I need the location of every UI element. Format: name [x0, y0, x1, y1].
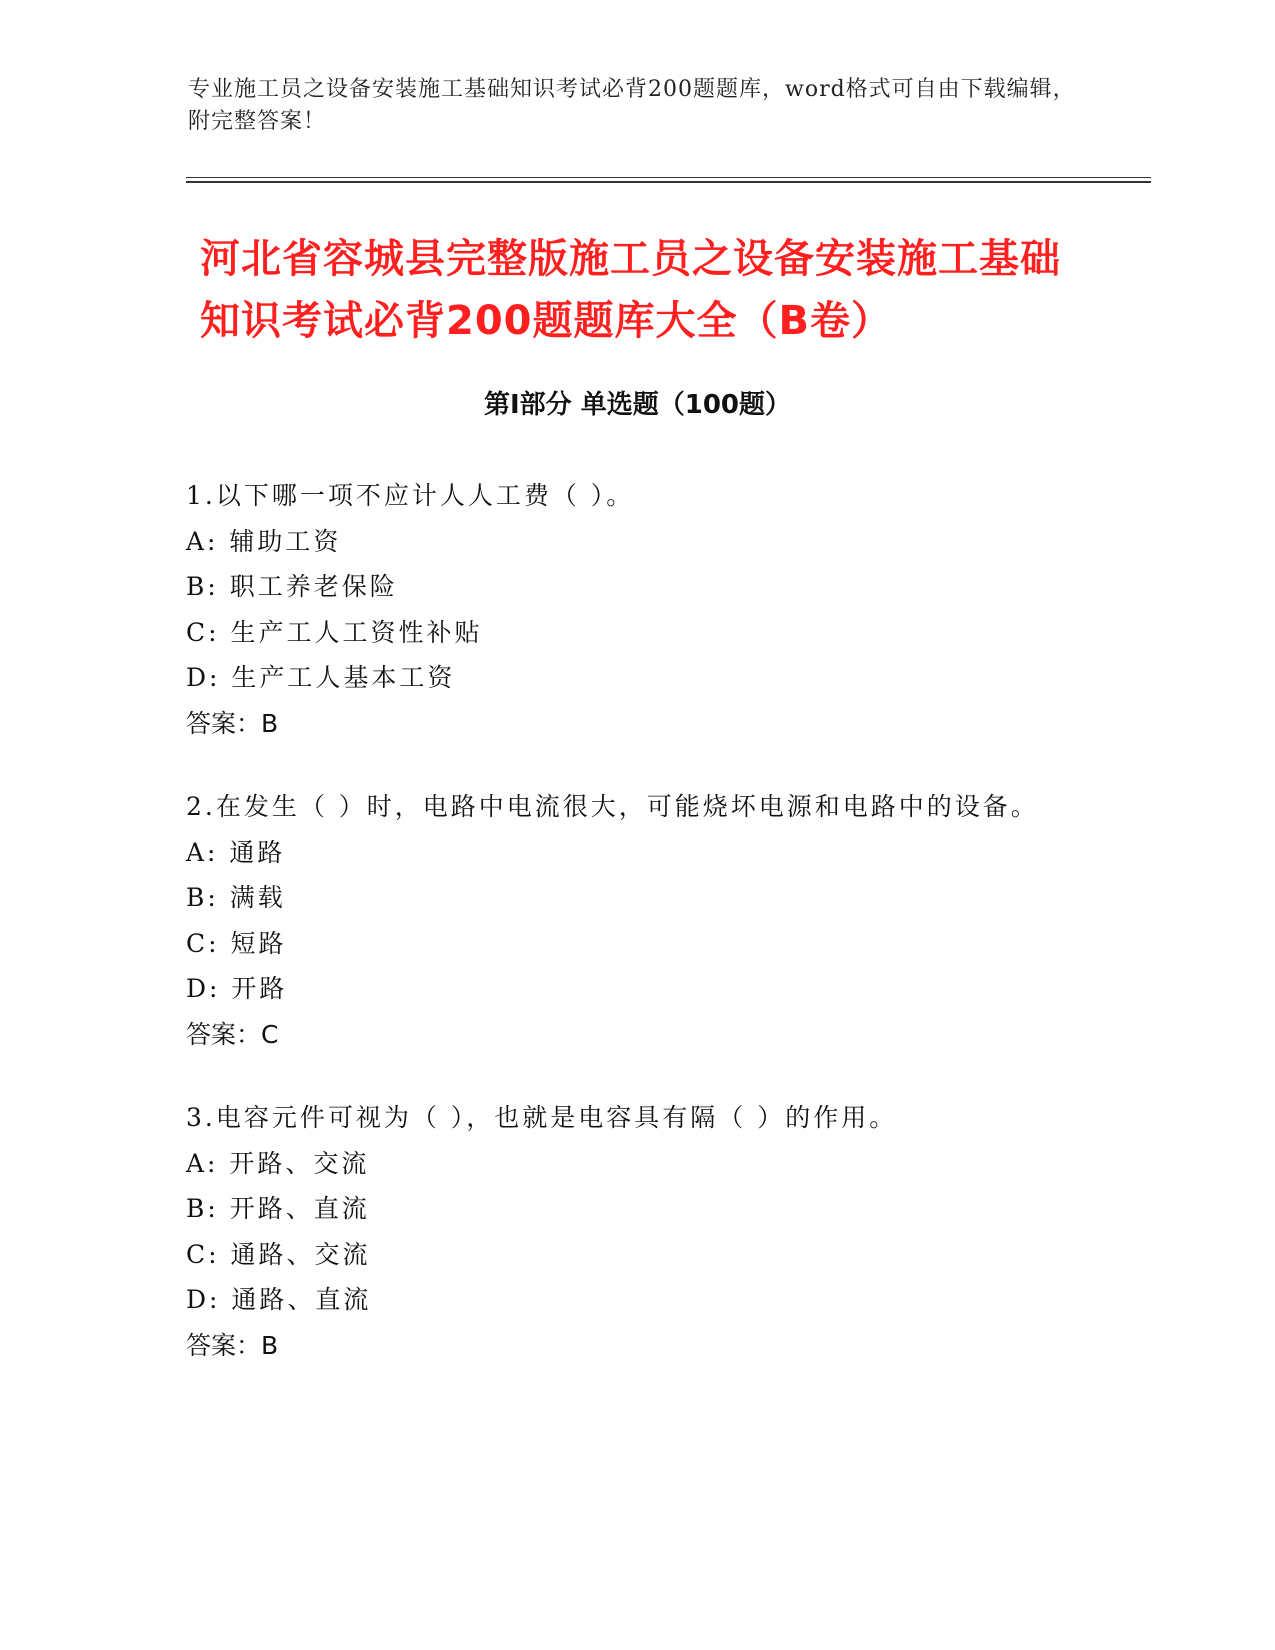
header-rule-thin [186, 177, 1151, 178]
question-list [186, 473, 1106, 1406]
question-1 [186, 473, 1106, 746]
option-c: C: 通路、交流 [186, 1239, 371, 1269]
question-3 [186, 1095, 1106, 1368]
option-d: D: 开路 [186, 974, 288, 1003]
question-2 [186, 784, 1106, 1057]
answer: 答案：B [186, 708, 279, 738]
option-c: C: 短路 [186, 928, 287, 958]
question-stem: 2.在发生（ ）时，电路中电流很大，可能烧坏电源和电路中的设备。 [186, 792, 1039, 821]
option-b: B: 满载 [186, 883, 286, 912]
option-b: B: 职工养老保险 [186, 572, 398, 601]
option-d: D: 通路、直流 [186, 1285, 372, 1314]
question-stem: 3.电容元件可视为（ ），也就是电容具有隔（ ）的作用。 [186, 1103, 898, 1132]
option-b: B: 开路、直流 [186, 1194, 370, 1223]
option-c: C: 生产工人工资性补贴 [186, 617, 483, 647]
option-d: D: 生产工人基本工资 [186, 663, 456, 692]
option-a: A: 通路 [186, 837, 286, 867]
header-note: 专业施工员之设备安装施工基础知识考试必背200题题库，word格式可自由下载编辑，附完整答案！ [188, 77, 1076, 134]
option-a: A: 开路、交流 [186, 1148, 370, 1178]
answer: 答案：B [186, 1330, 279, 1360]
section-heading: 第Ⅰ部分 单选题（100题） [484, 390, 791, 420]
header-rule-thick [186, 181, 1151, 183]
option-a: A: 辅助工资 [186, 526, 342, 556]
document-title: 河北省容城县完整版施工员之设备安装施工基础知识考试必背200题题库大全（B卷） [200, 236, 1061, 344]
answer: 答案：C [186, 1019, 279, 1049]
question-stem: 1.以下哪一项不应计人人工费（ ）。 [186, 481, 635, 510]
